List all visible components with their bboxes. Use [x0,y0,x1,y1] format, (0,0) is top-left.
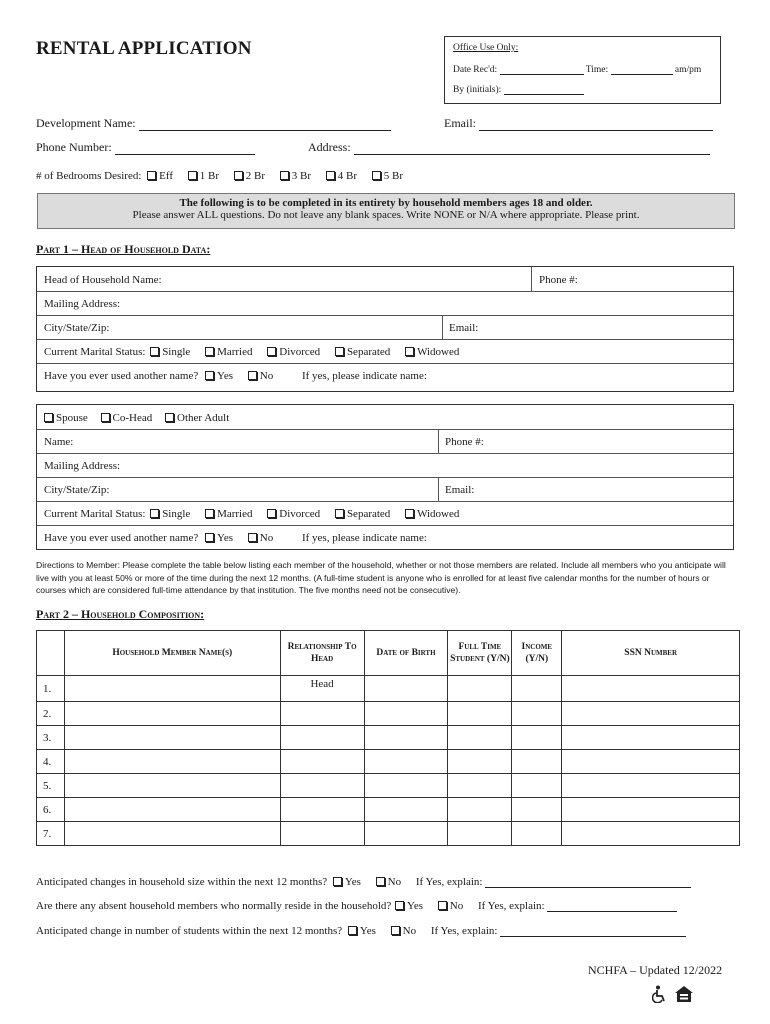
date-received-field[interactable] [500,63,584,75]
spouse-other-name-question: Have you ever used another name? [44,532,199,544]
dob-cell[interactable] [364,750,448,774]
income-cell[interactable] [512,702,562,726]
ssn-cell[interactable] [562,702,740,726]
initials-label: By (initials): [453,85,502,95]
table-row [37,726,740,750]
development-name-field[interactable] [139,119,391,131]
spouse-city-label[interactable]: City/State/Zip: [44,484,110,496]
head-other-name-question: Have you ever used another name? [44,370,199,382]
row-number: 2. [37,702,65,726]
office-use-box [444,36,721,104]
email-field[interactable] [479,119,713,131]
spouse-other-name-no-label: No [259,532,274,544]
yes-label: Yes [407,900,424,912]
spouse-marital-label: Current Marital Status: [44,508,146,520]
spouse-married-label: Married [217,508,253,520]
other-adult-role-label: Other Adult [177,412,230,424]
notice-line-2: Please answer ALL questions. Do not leave any blank spaces. Write NONE or N/A where appropriate. Please print. [132,209,640,221]
other-adult-checkbox[interactable] [165,413,174,422]
head-widowed-label: Widowed [417,346,460,358]
head-phone-label[interactable]: Phone #: [539,274,578,286]
ssn-cell[interactable] [562,726,740,750]
head-other-name-no-checkbox[interactable] [248,371,257,380]
spouse-other-name-no-checkbox[interactable] [248,533,257,542]
question-student-change [36,925,686,937]
relationship-cell[interactable] [280,750,364,774]
head-divorced-label: Divorced [279,346,321,358]
student-cell[interactable] [448,726,512,750]
head-city-label[interactable]: City/State/Zip: [44,322,110,334]
email-label: Email: [444,116,476,130]
head-single-label: Single [162,346,191,358]
student-cell[interactable] [448,774,512,798]
explain-label: If Yes, explain: [415,876,483,888]
equal-housing-icon [674,985,694,1003]
relationship-cell[interactable] [280,774,364,798]
col-relationship-header: Relationship To Head [280,631,364,676]
income-cell[interactable] [512,676,562,702]
bedroom-4br-label: 4 Br [337,170,358,182]
ssn-cell[interactable] [562,774,740,798]
relationship-cell[interactable] [280,822,364,846]
part1-heading: Part 1 – Head of Household Data: [36,242,211,256]
head-single-checkbox[interactable] [150,347,159,356]
dob-cell[interactable] [364,726,448,750]
question-household-size [36,876,691,888]
row-number: 1. [37,676,65,702]
yes-label: Yes [359,925,376,937]
spouse-widowed-checkbox[interactable] [405,509,414,518]
spouse-widowed-label: Widowed [417,508,460,520]
ampm-label: am/pm [674,65,702,75]
head-if-yes-label: If yes, please indicate name: [301,370,427,382]
dob-cell[interactable] [364,798,448,822]
spouse-separated-checkbox[interactable] [335,509,344,518]
bedroom-5br-checkbox[interactable] [372,171,381,180]
member-name-cell[interactable] [64,702,280,726]
member-name-cell[interactable] [64,750,280,774]
spouse-mailing-label[interactable]: Mailing Address: [44,460,121,472]
col-ssn-header: SSN Number [562,631,740,676]
spouse-single-label: Single [162,508,191,520]
ssn-cell[interactable] [562,750,740,774]
bedroom-3br-label: 3 Br [291,170,312,182]
table-row [37,822,740,846]
explain-field[interactable] [485,876,691,888]
student-cell[interactable] [448,702,512,726]
bedroom-eff-label: Eff [159,170,174,182]
member-name-cell[interactable] [64,774,280,798]
head-married-checkbox[interactable] [205,347,214,356]
time-field[interactable] [611,63,673,75]
bedroom-2br-checkbox[interactable] [234,171,243,180]
yes-checkbox[interactable] [395,901,404,910]
row-number: 6. [37,798,65,822]
head-marital-label: Current Marital Status: [44,346,146,358]
table-row [37,774,740,798]
spouse-separated-label: Separated [346,508,391,520]
dob-cell[interactable] [364,676,448,702]
row-number: 7. [37,822,65,846]
explain-label: If Yes, explain: [477,900,545,912]
spouse-checkbox[interactable] [44,413,53,422]
col-dob-header: Date of Birth [364,631,448,676]
ssn-cell[interactable] [562,822,740,846]
question-text: Anticipated change in number of students within the next 12 months? [36,925,343,937]
address-label: Address: [308,140,351,154]
spouse-role-label: Spouse [56,412,88,424]
question-text: Are there any absent household members who normally reside in the household? [36,900,392,912]
phone-number-label: Phone Number: [36,140,112,154]
income-cell[interactable] [512,750,562,774]
head-widowed-checkbox[interactable] [405,347,414,356]
no-label: No [387,876,402,888]
spouse-email-label[interactable]: Email: [445,484,475,496]
relationship-cell: Head [280,676,364,702]
income-cell[interactable] [512,774,562,798]
no-checkbox[interactable] [376,877,385,886]
member-name-cell[interactable] [64,726,280,750]
bedroom-5br-label: 5 Br [383,170,404,182]
head-other-name-no-label: No [259,370,274,382]
head-of-household-box [36,266,734,392]
bedroom-1br-checkbox[interactable] [188,171,197,180]
development-name-label: Development Name: [36,116,136,130]
head-separated-checkbox[interactable] [335,347,344,356]
explain-label: If Yes, explain: [430,925,498,937]
spouse-divorced-checkbox[interactable] [267,509,276,518]
bedroom-3br-checkbox[interactable] [280,171,289,180]
head-mailing-label[interactable]: Mailing Address: [44,298,121,310]
dob-cell[interactable] [364,774,448,798]
page-title: RENTAL APPLICATION [36,38,252,59]
no-label: No [402,925,417,937]
income-cell[interactable] [512,798,562,822]
student-cell[interactable] [448,750,512,774]
phone-number-field[interactable] [115,143,255,155]
bedroom-2br-label: 2 Br [245,170,266,182]
spouse-if-yes-label: If yes, please indicate name: [301,532,427,544]
spouse-divorced-label: Divorced [279,508,321,520]
cohead-role-label: Co-Head [112,412,153,424]
head-separated-label: Separated [346,346,391,358]
dob-cell[interactable] [364,702,448,726]
directions-text: Directions to Member: Please complete the table below listing each member of the household, whether or not those members are related. Include all members who you anticipate will live with you at least 50% or more of the time during the next 12 months. (A full-time student is anyone who is enrolled for at least five calendar months for the number of hours or courses which are considered full-time attendance by that institution. The five months need not be consecutive). [36,560,726,595]
student-cell[interactable] [448,676,512,702]
member-name-cell[interactable] [64,676,280,702]
table-row [37,702,740,726]
bedroom-4br-checkbox[interactable] [326,171,335,180]
income-cell[interactable] [512,726,562,750]
cohead-checkbox[interactable] [101,413,110,422]
bedrooms-label: # of Bedrooms Desired: [36,170,142,182]
row-number: 5. [37,774,65,798]
head-email-label[interactable]: Email: [449,322,479,334]
table-row [37,676,740,702]
spouse-single-checkbox[interactable] [150,509,159,518]
part2-heading: Part 2 – Household Composition: [36,607,205,621]
spouse-phone-label[interactable]: Phone #: [445,436,484,448]
member-name-cell[interactable] [64,822,280,846]
head-married-label: Married [217,346,253,358]
explain-field[interactable] [547,900,677,912]
table-header-row [37,631,740,676]
office-use-heading: Office Use Only: [453,43,519,53]
income-cell[interactable] [512,822,562,846]
member-name-cell[interactable] [64,798,280,822]
question-absent-members [36,900,677,912]
ssn-cell[interactable] [562,798,740,822]
student-cell[interactable] [448,822,512,846]
household-composition-table [36,630,740,846]
spouse-married-checkbox[interactable] [205,509,214,518]
head-other-name-yes-checkbox[interactable] [205,371,214,380]
row-number: 4. [37,750,65,774]
spouse-other-name-yes-label: Yes [217,532,234,544]
bedroom-1br-label: 1 Br [199,170,220,182]
footer-updated: NCHFA – Updated 12/2022 [588,963,723,977]
yes-label: Yes [344,876,361,888]
relationship-cell[interactable] [280,726,364,750]
question-text: Anticipated changes in household size within the next 12 months? [36,876,328,888]
table-row [37,750,740,774]
yes-checkbox[interactable] [333,877,342,886]
footer-icons [652,985,692,1006]
dob-cell[interactable] [364,822,448,846]
initials-field[interactable] [504,83,584,95]
address-field[interactable] [354,143,710,155]
head-other-name-yes-label: Yes [217,370,234,382]
col-number-header [37,631,65,676]
bedroom-eff-checkbox[interactable] [147,171,156,180]
student-cell[interactable] [448,798,512,822]
col-income-header: Income (Y/N) [512,631,562,676]
col-member-name-header: Household Member Name(s) [64,631,280,676]
explain-field[interactable] [500,925,686,937]
yes-checkbox[interactable] [348,926,357,935]
ssn-cell[interactable] [562,676,740,702]
notice-line-1: The following is to be completed in its entirety by household members ages 18 and older. [179,197,593,209]
relationship-cell[interactable] [280,702,364,726]
spouse-box [36,404,734,550]
row-number: 3. [37,726,65,750]
date-received-label: Date Rec'd: [453,65,498,75]
relationship-cell[interactable] [280,798,364,822]
table-row [37,798,740,822]
no-checkbox[interactable] [438,901,447,910]
head-name-label[interactable]: Head of Household Name: [44,274,162,286]
col-student-header: Full Time Student (Y/N) [448,631,512,676]
instructions-notice [37,193,735,229]
time-label: Time: [585,65,609,75]
head-divorced-checkbox[interactable] [267,347,276,356]
no-checkbox[interactable] [391,926,400,935]
no-label: No [449,900,464,912]
spouse-name-label[interactable]: Name: [44,436,74,448]
spouse-other-name-yes-checkbox[interactable] [205,533,214,542]
